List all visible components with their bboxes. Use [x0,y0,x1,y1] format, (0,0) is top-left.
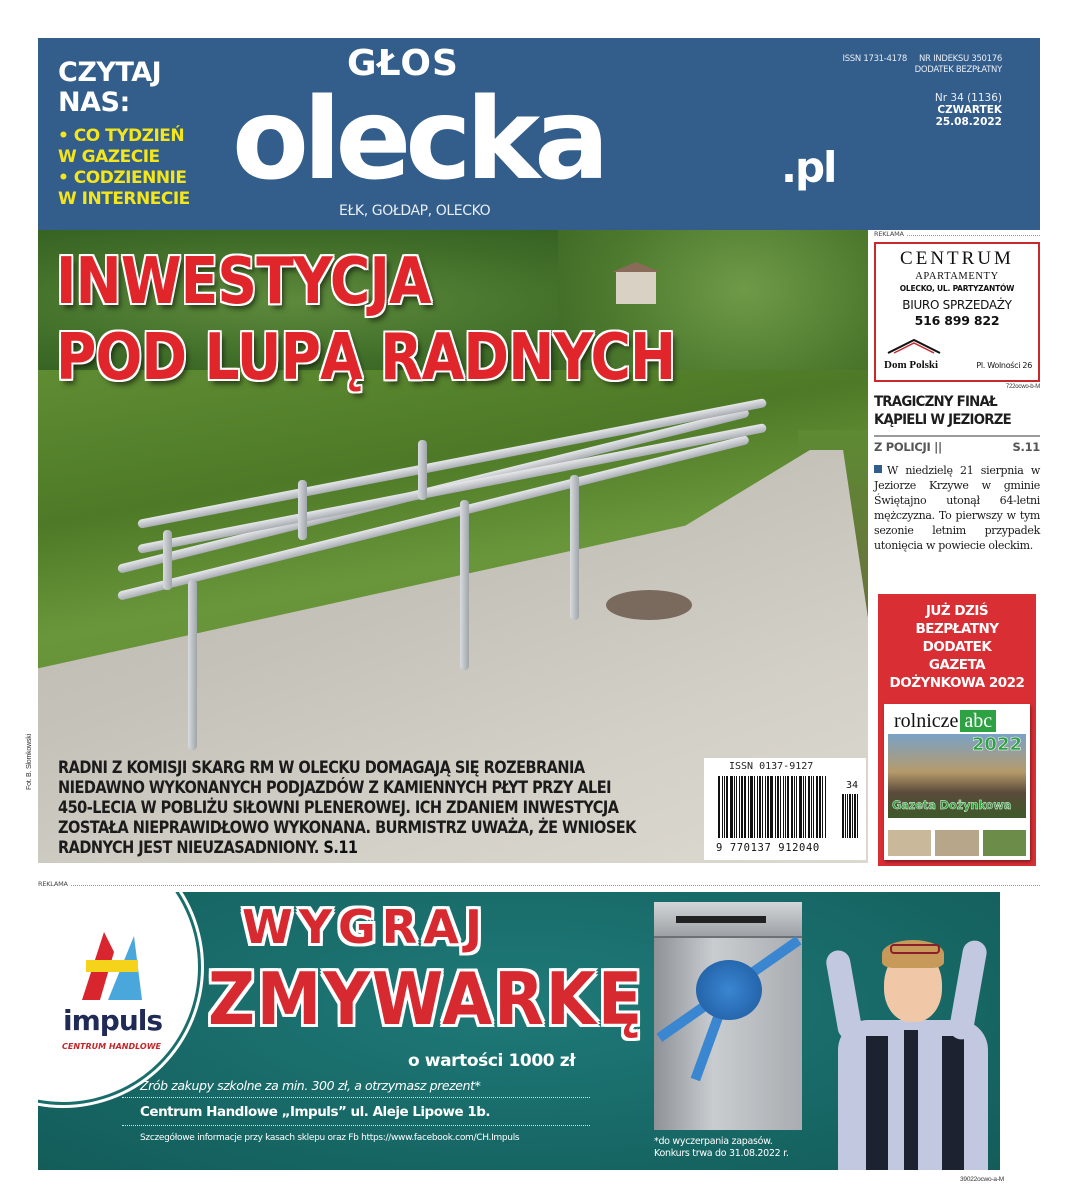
barcode-bar [791,776,793,838]
barcode-bar [759,776,761,838]
barcode-bar [736,776,737,838]
barcode-number: 9 770137 912040 [716,842,820,854]
photo-manhole [606,590,692,620]
centrum-apartments-ad[interactable] [874,242,1040,382]
prize-value: o wartości 1000 zł [408,1051,576,1071]
cover-thumbnails [888,824,1026,856]
barcode-bar [805,776,806,838]
barcode [704,758,866,860]
barcode-bar [739,776,740,838]
headline-line-2: POD LUPĄ RADNYCH [56,321,676,395]
news-body-text: W niedzielę 21 sierpnia w Jeziorze Krzywe w gminie Świętajno utonął 64-letni mężczyzna. To pierwszy w tym sezonie letnim przypadek utonięcia w powiecie oleckim. [874,464,1040,552]
barcode-bar [762,776,763,838]
cover-masthead [888,710,1026,732]
right-column [874,230,1040,553]
newspaper-logo[interactable] [232,43,856,228]
read-us-promo [58,58,238,210]
barcode-bar [852,794,853,838]
barcode-bar [754,776,755,838]
ad-address: OLECKO, UL. PARTYZANTÓW [899,284,1015,293]
barcode-bar [767,776,769,838]
ad-headline-2: ZMYWARKĘ [208,957,644,1041]
gift-bow-icon [696,960,762,1020]
read-us-title-1: CZYTAJ [58,57,162,88]
read-us-line: W INTERNECIE [58,189,190,209]
read-us-line: W GAZECIE [58,147,160,167]
barcode-bar [808,776,810,838]
barcode-bar [770,776,773,838]
photo-rail-post [418,440,427,500]
bottom-ad-label [38,880,1040,888]
ad-footnote [654,1136,789,1160]
divider [874,435,1040,437]
promo-line: JUŻ DZIŚ [925,603,989,619]
barcode-bar [819,776,821,838]
logo-suffix: .pl [781,143,836,192]
ad-line-3[interactable]: Szczegółowe informacje przy kasach sklepu oraz Fb https://www.facebook.com/CH.Impuls [140,1133,520,1143]
logo-main: olecka [232,75,604,205]
headline-line-1: INWESTYCJA [56,245,431,319]
dotted-divider [907,232,1040,236]
masthead [38,38,1040,230]
barcode-bar [847,794,848,838]
lede-line: 450-LECIA W POBLIŻU SIŁOWNI PLENEROWEJ. ICH ZDANIEM INWESTYCJA [58,798,619,817]
ad-headline-1: WYGRAJ [242,900,488,954]
barcode-bar [787,776,789,838]
boy-image [838,920,988,1170]
issue-number: Nr 34 (1136) [934,92,1002,104]
dotted-divider [122,1097,590,1098]
main-story[interactable] [38,230,868,863]
logo-top: GŁOS [347,43,459,84]
barcode-bar [748,776,749,838]
ad-footnote-line: *do wyczerpania zapasów. [654,1136,773,1147]
barcode-bar [757,776,758,838]
promo-line: BEZPŁATNY [915,621,999,637]
news-title-line: KĄPIELI W JEZIORZE [874,412,1011,428]
promo-line: GAZETA [928,657,986,673]
read-us-line: • CODZIENNIE [58,168,187,188]
dishwasher-image [654,902,802,1130]
barcode-bar [857,794,858,838]
barcode-bar [816,776,818,838]
issue-meta [831,54,1003,128]
barcode-bar [822,776,823,838]
ad-title: CENTRUM [900,248,1014,269]
photo-rail-post [163,530,172,590]
barcode-bar [726,776,728,838]
barcode-bar [718,776,720,838]
barcode-bar [780,776,781,838]
ad-footnote-line: Konkurs trwa do 31.08.2022 r. [654,1148,789,1159]
impuls-sail-logo-icon [74,930,144,1002]
photo-rail-post [298,480,307,540]
lede-line: RADNYCH JEST NIEUZASADNIONY. [58,838,319,857]
photo-rail-post [188,580,197,750]
ad-subtitle: APARTAMENTY [915,271,999,282]
barcode-bar [803,776,804,838]
ad-code: 39022ocwo-a-M [960,1176,1005,1183]
barcode-bar [765,776,766,838]
ad-phone: 516 899 822 [914,313,1000,328]
supplement-note: DODATEK BEZPŁATNY [914,65,1002,75]
ad-code: 722ocwo-b-M [1005,384,1040,390]
house-roof-icon [886,338,942,354]
ad-office: BIURO SPRZEDAŻY [902,298,1012,312]
lede-line: NIEDAWNO WYKONANYCH PODJAZDÓW Z KAMIENNYCH PŁYT PRZY ALEI [58,778,612,797]
barcode-bar [744,776,746,838]
impuls-ad[interactable] [38,892,1000,1170]
ad-label-text: REKLAMA [38,880,68,888]
dotted-divider [71,882,1040,886]
ad-brand: Dom Polski [884,359,939,371]
ad-label-text: REKLAMA [874,230,904,238]
news-section: Z POLICJI || [874,440,942,454]
read-us-line: • CO TYDZIEŃ [58,126,185,146]
read-us-title-2: NAS: [58,87,130,118]
barcode-bar [811,776,812,838]
barcode-bar [734,776,735,838]
news-page-ref[interactable]: S.11 [1012,440,1040,454]
barcode-bar [796,776,797,838]
ad-brand-address: Pl. Wolności 26 [976,361,1032,370]
glasses-icon [890,944,940,954]
main-lede [58,758,674,858]
lede-line: RADNI Z KOMISJI SKARG RM W OLECKU DOMAGAJĄ SIĘ ROZEBRANIA [58,758,585,777]
news-title[interactable] [874,393,1032,429]
photo-rail-post [460,500,469,670]
supplement-promo[interactable] [878,594,1036,866]
news-title-line: TRAGICZNY FINAŁ [874,394,997,410]
barcode-bar [785,776,786,838]
lede-line: ZOSTAŁA NIEPRAWIDŁOWO WYKONANA. BURMISTRZ UWAŻA, ŻE WNIOSEK [58,818,636,837]
barcode-bar [825,776,826,838]
promo-text [878,602,1036,692]
cover-title-right: abc [960,710,996,732]
barcode-issn: ISSN 0137-9127 [729,761,814,772]
cover-caption: Gazeta Dożynkowa [892,798,1012,812]
ad-line-2: Centrum Handlowe „Impuls” ul. Aleje Lipowe 1b. [140,1104,491,1120]
barcode-bar [849,794,851,838]
promo-line: DOŻYNKOWA 2022 [889,675,1025,691]
issue-date: 25.08.2022 [935,116,1002,128]
barcode-bar [842,794,844,838]
issn: ISSN 1731-4178 [842,54,907,64]
barcode-bar [854,794,856,838]
barcode-bar [722,776,723,838]
barcode-bar [799,776,802,838]
page-reference[interactable]: S.11 [323,838,358,857]
barcode-bars [718,776,828,838]
impuls-brand-sub: CENTRUM HANDLOWE [62,1042,162,1051]
barcode-bar [750,776,753,838]
barcode-bar [813,776,814,838]
index-number: NR INDEKSU 350176 [919,54,1002,64]
impuls-brand: impuls [63,1004,163,1037]
barcode-bar [741,776,743,838]
supplement-cover[interactable] [884,704,1030,860]
news-item[interactable] [874,393,1040,553]
barcode-bar [730,776,733,838]
dotted-divider [122,1125,590,1126]
promo-line: DODATEK [922,639,992,655]
news-kicker [874,440,1040,454]
ad-label [874,230,1040,238]
cover-title-left: rolnicze [894,710,959,732]
barcode-addon-number: 34 [846,780,859,791]
photo-rail-post [570,475,579,620]
bullet-square-icon [874,465,882,473]
main-headline[interactable] [56,244,675,396]
barcode-addon-bars [842,794,864,838]
issue-weekday: CZWARTEK [937,104,1002,116]
barcode-bar [783,776,784,838]
logo-towns: EŁK, GOŁDAP, OLECKO [339,203,491,219]
barcode-bar [777,776,779,838]
barcode-bar [794,776,795,838]
news-body [874,463,1040,553]
cover-year: 2022 [971,734,1022,755]
photo-credit: Fot. B. Słomkowski [26,734,33,790]
barcode-bar [775,776,776,838]
ad-line-1: Zrób zakupy szkolne za min. 300 zł, a otrzymasz prezent* [140,1078,481,1093]
barcode-bar [845,794,846,838]
barcode-bar [724,776,725,838]
